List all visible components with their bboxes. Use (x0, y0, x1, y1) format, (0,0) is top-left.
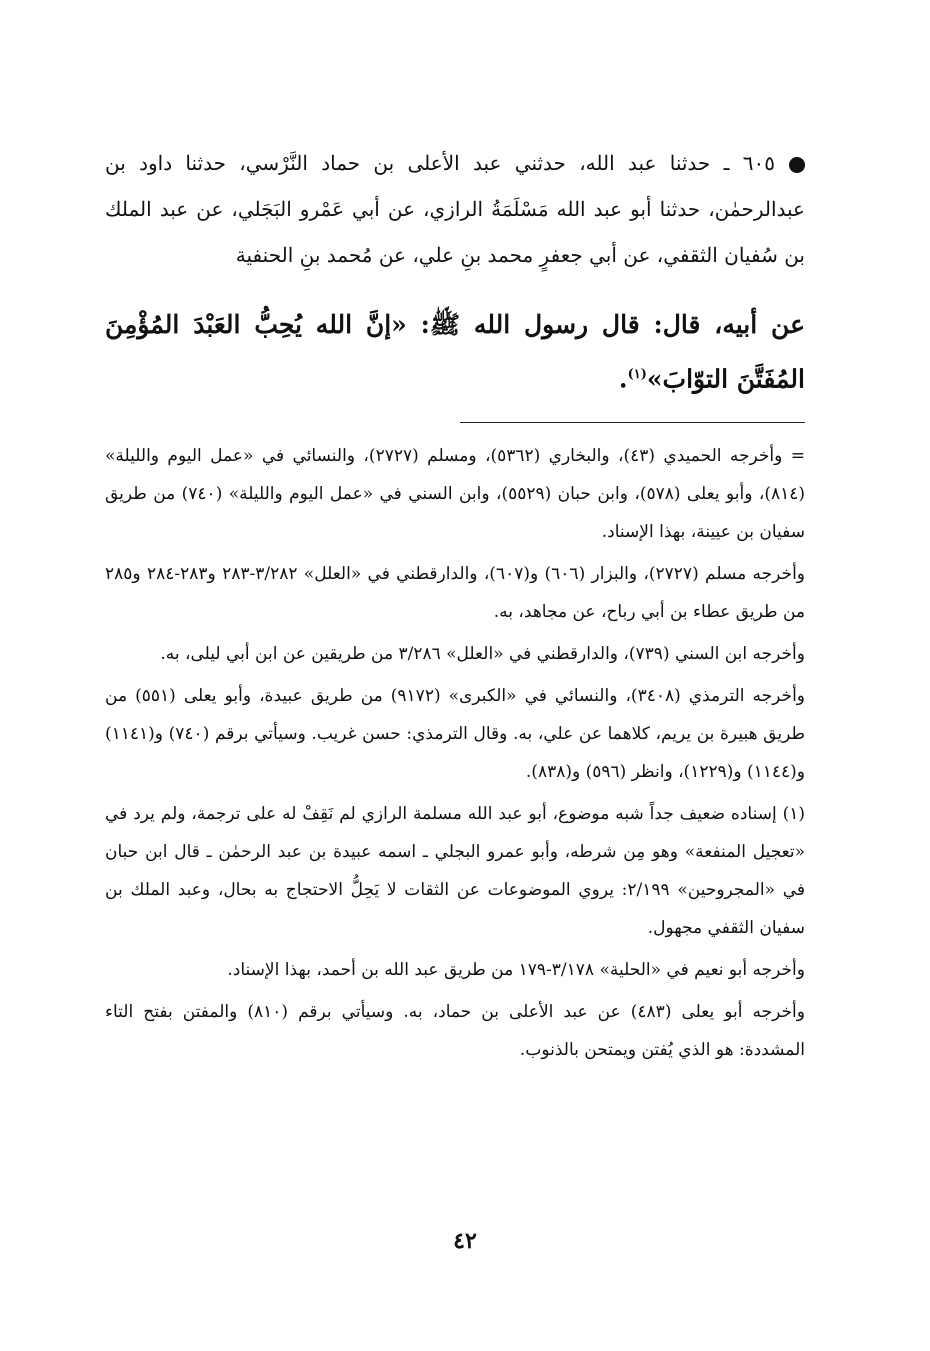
footnote-paragraph: وأخرجه ابن السني (٧٣٩)، والدارقطني في «العلل» ٣/٢٨٦ من طريقين عن ابن أبي ليلى، به. (160, 644, 805, 665)
footnote-paragraph: وأخرجه مسلم (٢٧٢٧)، والبزار (٦٠٦) و(٦٠٧)، والدارقطني في «العلل» ٣/٢٨٢-٢٨٣ و٢٨٣-٢٨٤ و٢٨٥ من طريق عطاء بن أبي رباح، عن مجاهد، به. (105, 564, 805, 623)
footnote-paragraph: (١) إسناده ضعيف جداً شبه موضوع، أبو عبد الله مسلمة الرازي لم نَقِفْ له على ترجمة، ولم يرد في «تعجيل المنفعة» وهو مِن شرطه، وأبو عمرو البجلي ـ اسمه عبيدة بن عبد الرحمٰن ـ قال ابن حبان في «المجروحين» ٢/١٩٩: يروي الموضوعات عن الثقات لا يَحِلُّ الاحتجاج به بحال، وعبد الملك بن سفيان الثقفي مجهول. (105, 804, 806, 939)
footnote-paragraph: = وأخرجه الحميدي (٤٣)، والبخاري (٥٣٦٢)، ومسلم (٢٧٢٧)، والنسائي في «عمل اليوم والليلة» (٨١٤)، وأبو يعلى (٥٧٨)، وابن حبان (٥٥٢٩)، وابن السني في «عمل اليوم والليلة» (٧٤٠) من طريق سفيان بن عيينة، بهذا الإسناد. (105, 446, 806, 543)
footnote-paragraph: وأخرجه الترمذي (٣٤٠٨)، والنسائي في «الكبرى» (٩١٧٢) من طريق عبيدة، وأبو يعلى (٥٥١) من طريق هبيرة بن يريم، كلاهما عن علي، به. وقال الترمذي: حسن غريب. وسيأتي برقم (٧٤٠) و(١١٤١) و(١١٤٤) و(١٢٢٩)، وانظر (٥٩٦) و(٨٣٨). (105, 686, 806, 783)
footnote-marker: (١) (627, 367, 647, 382)
page-body (105, 140, 805, 1073)
page-number: ٤٢ (453, 1228, 477, 1254)
footnotes (105, 437, 805, 1069)
isnad-text: ٦٠٥ ـ حدثنا عبد الله، حدثني عبد الأعلى بن حماد النَّرْسي، حدثنا داود بن عبدالرحمٰن، حدثنا أبو عبد الله مَسْلَمَةُ الرازي، عن أبي عَمْرو البَجَلي، عن عبد الملك بن سُفيان الثقفي، عن أبي جعفرٍ محمد بنِ علي، عن مُحمد بنِ الحنفية (105, 151, 805, 267)
bullet-icon (789, 157, 805, 173)
hadith-isnad (105, 140, 805, 278)
footnote-paragraph: وأخرجه أبو يعلى (٤٨٣) عن عبد الأعلى بن حماد، به. وسيأتي برقم (٨١٠) والمفتن بفتح التاء المشددة: هو الذي يُفتن ويمتحن بالذنوب. (105, 1002, 805, 1061)
footnote-paragraph: وأخرجه أبو نعيم في «الحلية» ٣/١٧٨-١٧٩ من طريق عبد الله بن أحمد، بهذا الإسناد. (227, 960, 805, 981)
hadith-matn: عن أبيه، قال: قال رسول الله ﷺ: «إنَّ الله يُحِبُّ العَبْدَ المُؤْمِنَ المُفَتَّنَ التوّابَ»$^{(١)}$. (105, 310, 805, 394)
matn-text: عن أبيه، قال: قال رسول الله ﷺ: «إنَّ الله يُحِبُّ العَبْدَ المُؤْمِنَ المُفَتَّنَ التوّابَ» (105, 310, 805, 394)
footnote-separator (460, 422, 805, 423)
